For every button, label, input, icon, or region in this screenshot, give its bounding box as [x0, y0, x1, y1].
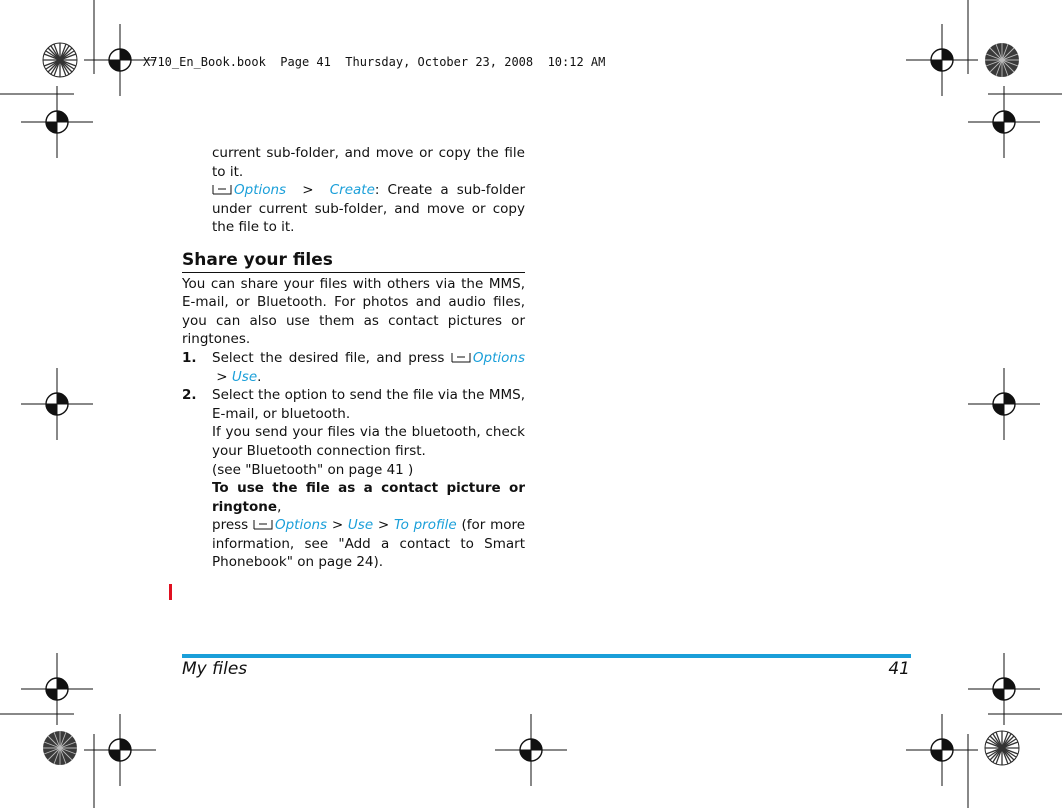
- to-profile-keyword: To profile: [393, 517, 457, 534]
- separator: >: [216, 368, 228, 385]
- step-body: [212, 386, 525, 572]
- step-tail: (for more information, see "Add a contact to Smart Phonebook" on page 24).: [212, 517, 526, 571]
- step-body: [212, 349, 525, 386]
- continued-paragraph: current sub-folder, and move or copy the file to it.: [212, 145, 525, 180]
- step-line: Select the option to send the file via the MMS, E-mail, or bluetooth.: [212, 387, 525, 422]
- use-keyword: Use: [231, 368, 258, 385]
- section-heading: Share your files: [182, 251, 525, 273]
- footer-chapter-title: My files: [182, 659, 248, 679]
- change-bar: [169, 584, 172, 600]
- create-option-paragraph: [182, 181, 525, 237]
- footer-rule: [182, 654, 911, 658]
- intro-paragraph: You can share your files with others via the MMS, E-mail, or Bluetooth. For photos and audio files, you can also use them as contact pictures or ringtones.: [182, 275, 525, 348]
- create-keyword: Create: [329, 182, 375, 199]
- separator: >: [331, 517, 344, 534]
- comma: ,: [277, 498, 282, 515]
- bold-instruction: To use the file as a contact picture or ringtone: [212, 480, 525, 515]
- step-text: Select the desired file, and press: [212, 349, 445, 366]
- step-2: [182, 386, 525, 572]
- options-keyword: Options: [472, 349, 525, 366]
- print-stamp: X710_En_Book.book Page 41 Thursday, October 23, 2008 10:12 AM: [143, 55, 606, 69]
- separator: >: [302, 182, 314, 199]
- soft-key-icon: [451, 352, 471, 363]
- options-keyword: Options: [234, 182, 287, 199]
- step-line: (see "Bluetooth" on page 41 ): [212, 461, 414, 478]
- separator: >: [377, 517, 390, 534]
- content-column: [182, 144, 525, 572]
- step-line: If you send your files via the bluetooth, check your Bluetooth connection first.: [212, 424, 525, 459]
- soft-key-icon: [212, 184, 232, 195]
- step-number: 1.: [182, 349, 197, 366]
- press-word: press: [212, 517, 249, 534]
- options-keyword: Options: [274, 517, 328, 534]
- use-keyword: Use: [347, 517, 374, 534]
- create-description: : Create a sub-folder under current sub-folder, and move or copy the file to it.: [212, 182, 525, 236]
- period: .: [257, 368, 262, 385]
- soft-key-icon: [253, 519, 273, 530]
- step-1: [182, 349, 525, 386]
- page-number: 41: [888, 659, 910, 679]
- step-number: 2.: [182, 387, 197, 404]
